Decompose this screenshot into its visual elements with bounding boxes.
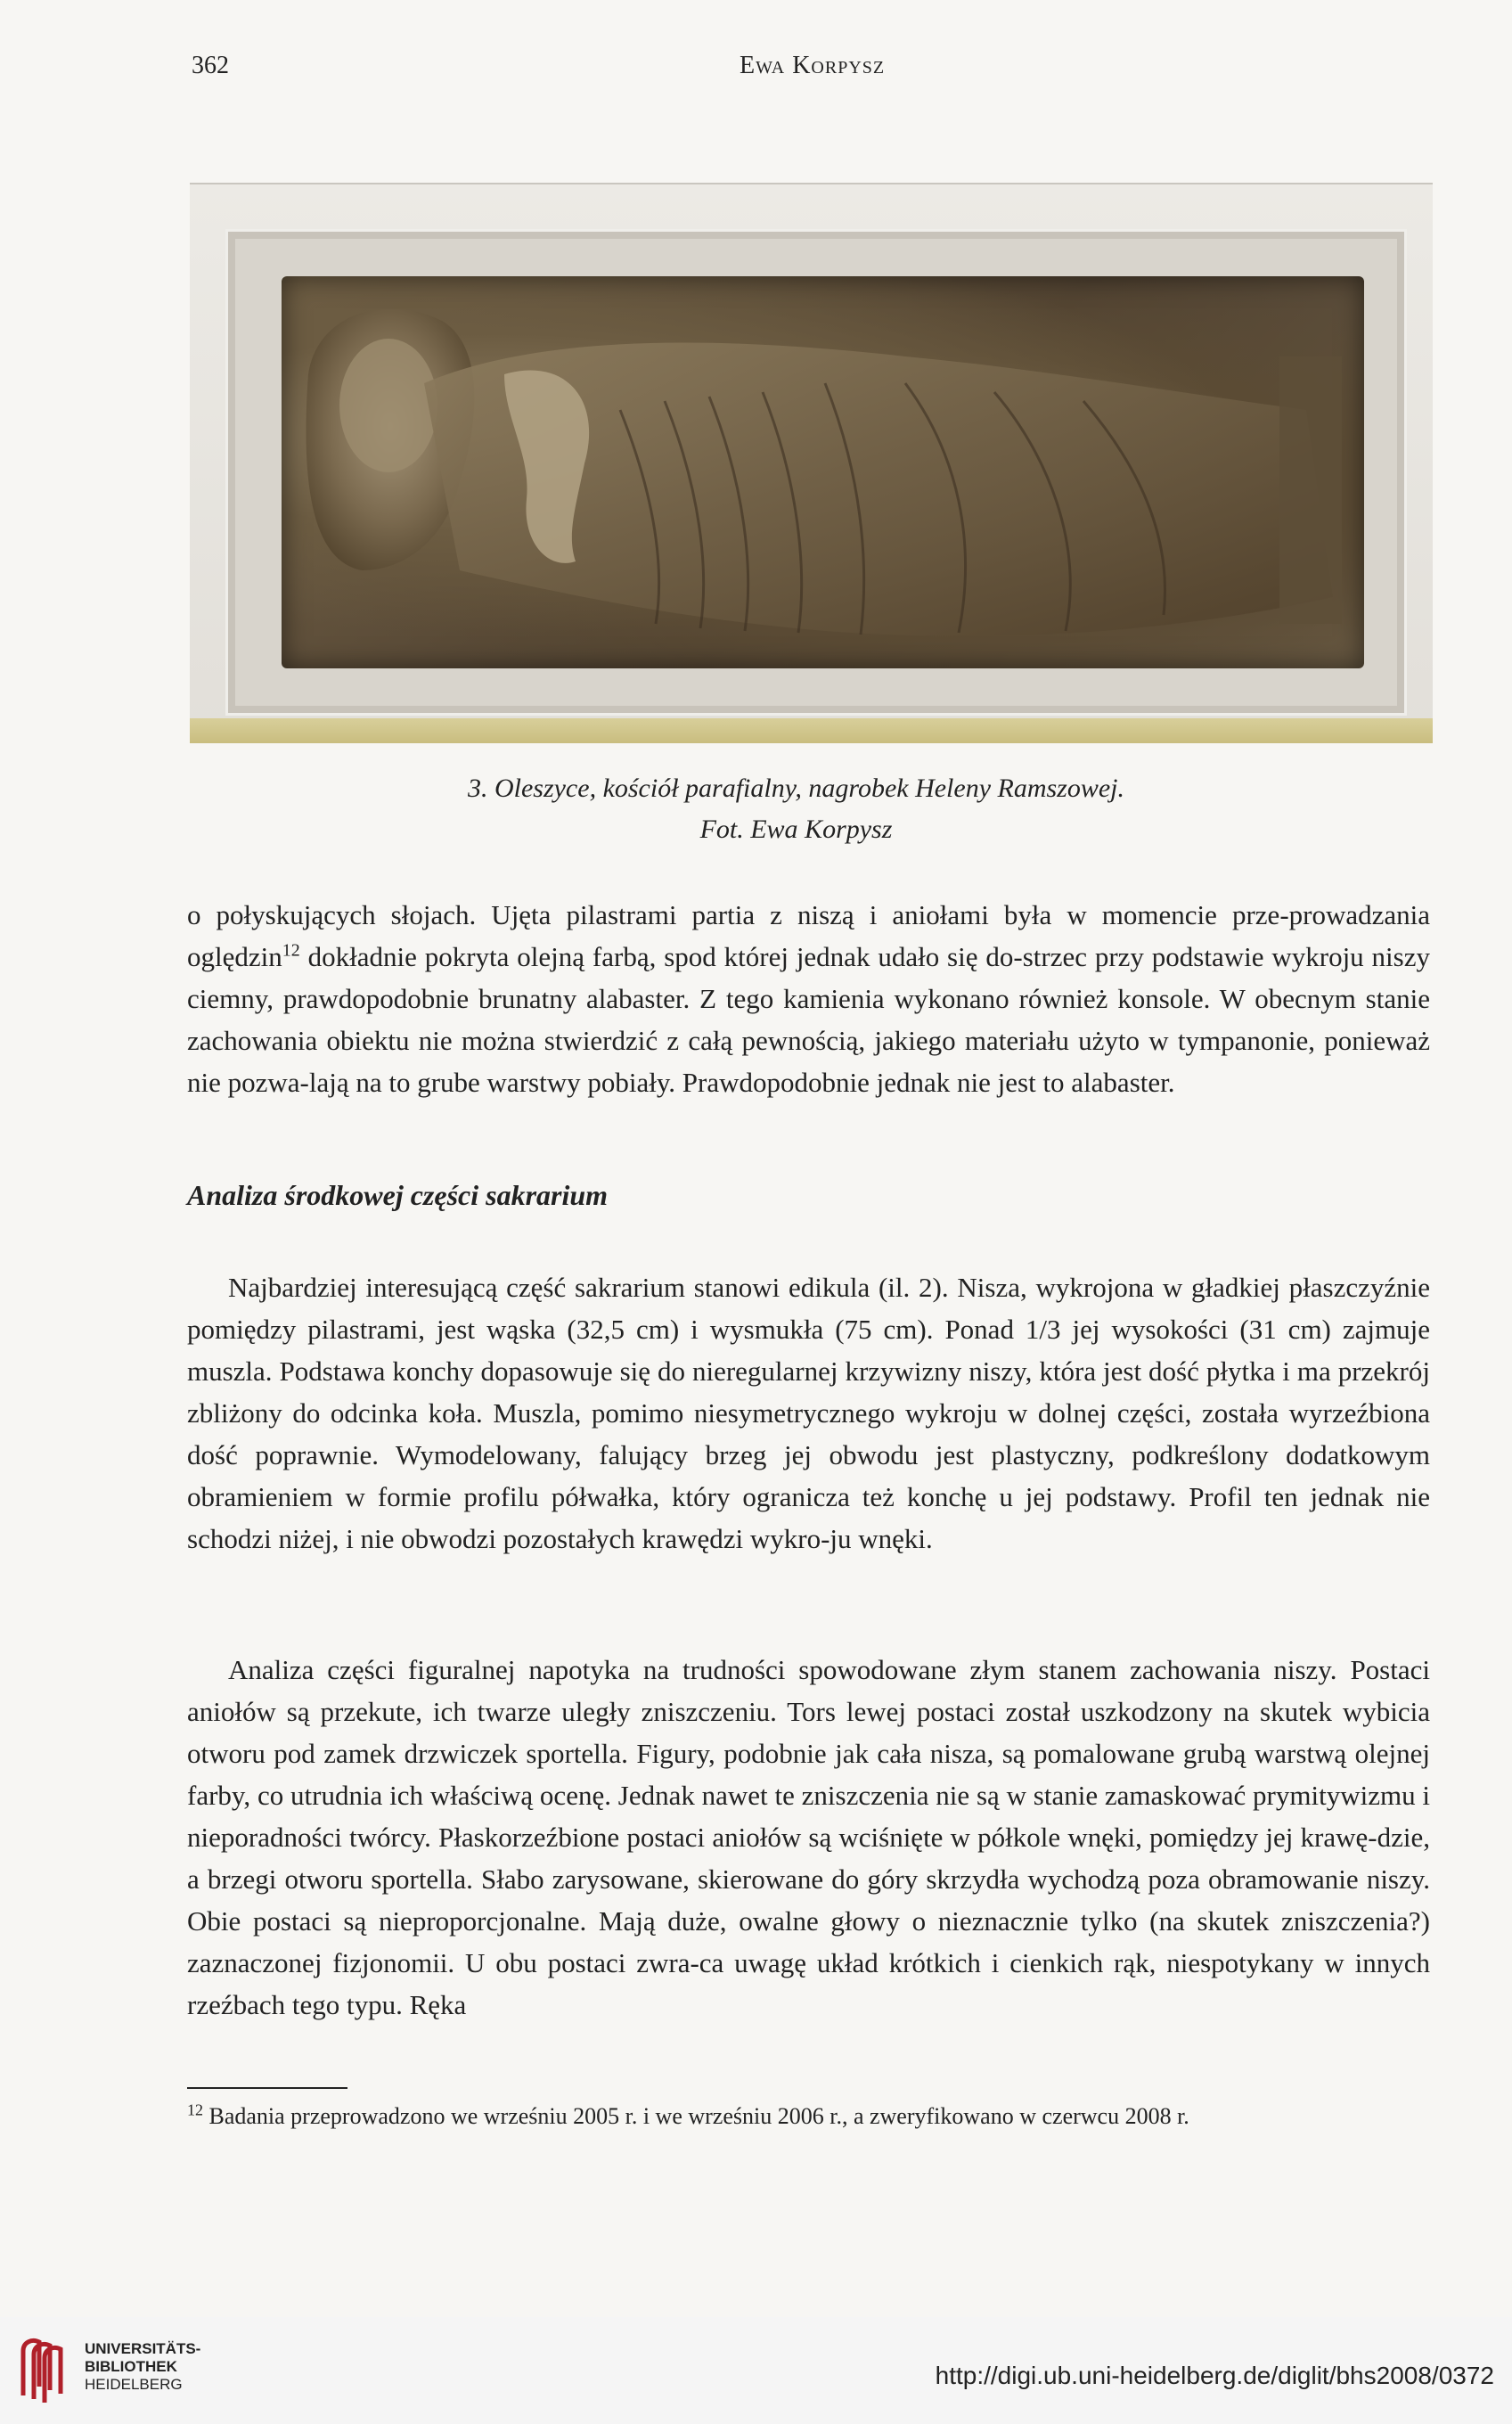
paragraph-3 bbox=[187, 1649, 1430, 2026]
footnote-text: Badania przeprowadzono we wrześniu 2005 r. i we wrześniu 2006 r., a zweryfikowano w czerwcu 2008 r. bbox=[203, 2103, 1189, 2129]
source-url-link[interactable]: http://digi.ub.uni-heidelberg.de/diglit/bhs2008/0372 bbox=[935, 2362, 1494, 2389]
footnote-number: 12 bbox=[187, 2101, 203, 2119]
page-number: 362 bbox=[192, 52, 229, 79]
tomb-frame bbox=[225, 229, 1407, 716]
figure-photo bbox=[190, 183, 1433, 743]
library-name bbox=[85, 2340, 200, 2394]
paragraph-2 bbox=[187, 1266, 1430, 1560]
footnote-ref: 12 bbox=[282, 940, 300, 961]
paragraph-3-text: Analiza części figuralnej napotyka na trudności spowodowane złym stanem zachowania niszy. Postaci aniołów są przekute, ich twarze uległy zniszczeniu. Tors lewej postaci został uszkodzony na skutek wybicia otworu pod zamek drzwiczek sportella. Figury, podobnie jak cała nisza, są pomalowane grubą warstwą olejnej farby, co utrudnia ich właściwą ocenę. Jednak nawet te zniszczenia nie są w stanie zamaskować prymitywizmu i nieporadności twórcy. Płaskorzeźbione postaci aniołów są wciśnięte w półkole wnęki, pomiędzy jej krawę-dzie, a brzegi otworu sportella. Słabo zarysowane, skierowane do góry skrzydła wychodzą poza obramowanie niszy. Obie postaci są nieproporcjonalne. Mają duże, owalne głowy o nieznacznie tylko (na skutek zniszczenia?) zaznaczonej fizjonomii. U obu postaci zwra-ca uwagę układ krótkich i cienkich rąk, niespotykany w innych rzeźbach tego typu. Ręka bbox=[187, 1654, 1430, 2020]
photo-bottom-strip bbox=[190, 718, 1433, 743]
reclining-figure-drawing bbox=[282, 276, 1364, 668]
paragraph-1-text-b: dokładnie pokryta olejną farbą, spod której jednak udało się do-strzec przy podstawie wykroju niszy ciemny, prawdopodobnie brunatny alabaster. Z tego kamienia wykonano również konsole. W obecnym stanie zachowania obiektu nie można stwierdzić z całą pewnością, jakiego materiału użyto w tympanonie, ponieważ nie pozwa-lają na to grube warstwy pobiały. Prawdopodobnie jednak nie jest to alabaster. bbox=[187, 941, 1430, 1098]
paragraph-1 bbox=[187, 894, 1430, 1103]
figure-caption bbox=[0, 768, 1512, 850]
running-head bbox=[0, 52, 1512, 87]
library-line-2: BIBLIOTHEK bbox=[85, 2358, 177, 2375]
paragraph-1-text-a: o połyskujących słojach. Ujęta pilastrami partia z niszą i aniołami była w momencie prze-prowadzania oględzin bbox=[187, 899, 1430, 972]
running-head-author: Ewa Korpysz bbox=[740, 52, 886, 79]
footnote bbox=[187, 2103, 1189, 2130]
caption-line-2: Fot. Ewa Korpysz bbox=[699, 815, 893, 844]
tombstone-relief-image bbox=[282, 276, 1364, 668]
library-line-1: UNIVERSITÄTS- bbox=[85, 2340, 201, 2357]
section-heading: Analiza środkowej części sakrarium bbox=[187, 1179, 609, 1211]
viewer-footer bbox=[0, 2317, 1512, 2424]
library-logo-icon bbox=[16, 2333, 71, 2404]
caption-line-1: 3. Oleszyce, kościół parafialny, nagrobek Heleny Ramszowej. bbox=[467, 774, 1125, 803]
footnote-rule bbox=[187, 2087, 347, 2089]
paragraph-2-text: Najbardziej interesującą część sakrarium stanowi edikula (il. 2). Nisza, wykrojona w gładkiej płaszczyźnie pomiędzy pilastrami, jest wąska (32,5 cm) i wysmukła (75 cm). Ponad 1/3 jej wysokości (31 cm) zajmuje muszla. Podstawa konchy dopasowuje się do nieregularnej krzywizny niszy, która jest dość płytka i ma przekrój zbliżony do odcinka koła. Muszla, pomimo niesymetrycznego wykroju w dolnej części, została wyrzeźbiona dość poprawnie. Wymodelowany, falujący brzeg jej obwodu jest plastyczny, podkreślony dodatkowym obramieniem w formie profilu półwałka, który ogranicza też konchę u jej podstawy. Profil ten jednak nie schodzi niżej, i nie obwodzi pozostałych krawędzi wykro-ju wnęki. bbox=[187, 1272, 1430, 1554]
library-line-3: HEIDELBERG bbox=[85, 2376, 183, 2393]
